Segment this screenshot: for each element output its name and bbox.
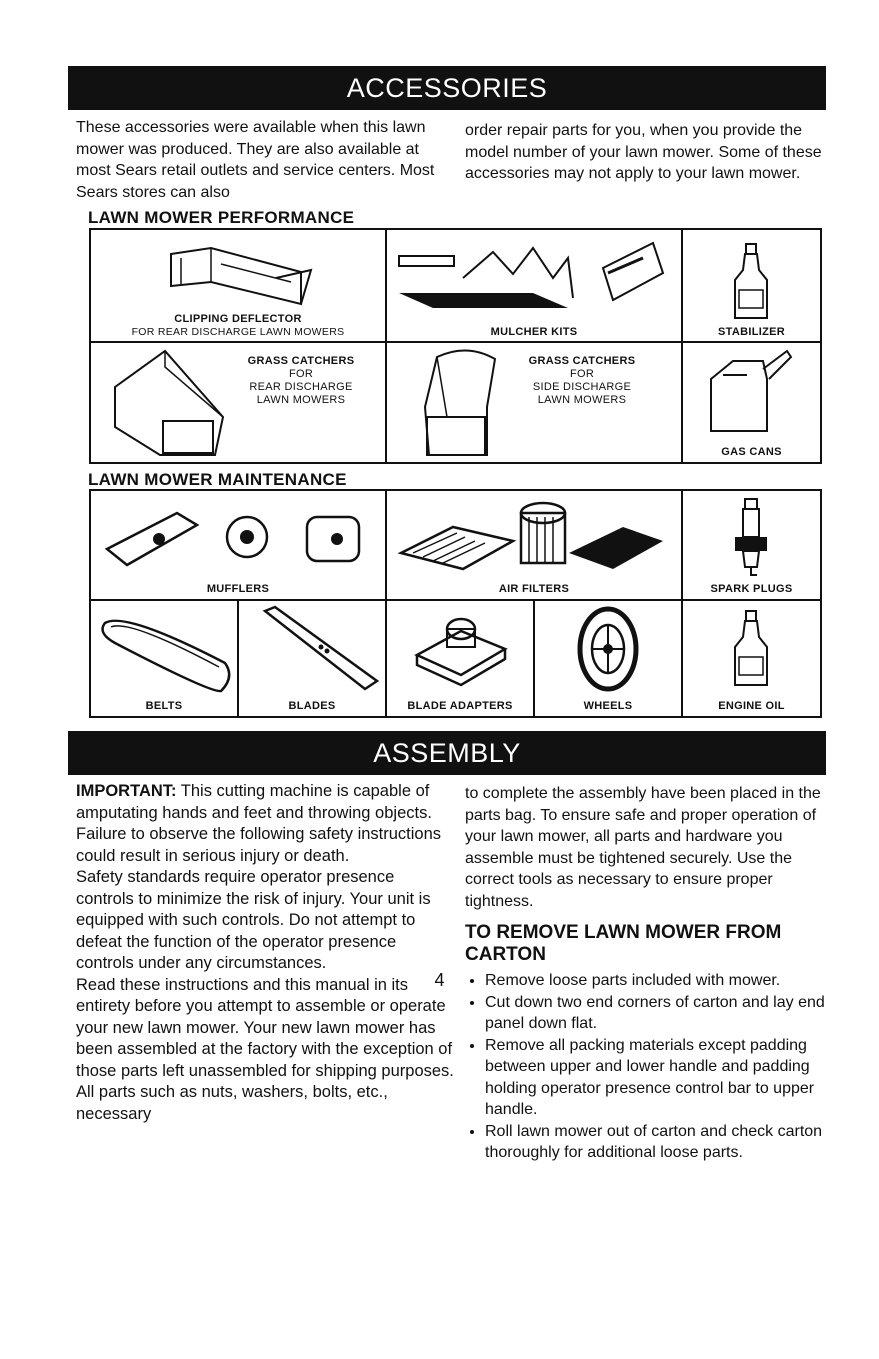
side-catchers-line2: FOR [569, 368, 595, 380]
side-grass-catcher-icon [417, 347, 507, 457]
remove-steps-list [465, 970, 835, 1164]
engine-oil-bottle-icon [731, 609, 771, 689]
mulcher-kits-caption: MULCHER KITS [490, 326, 578, 338]
belt-icon [95, 607, 235, 697]
rear-catchers-line4: LAWN MOWERS [256, 394, 346, 406]
spark-plugs-cell [683, 491, 820, 599]
safety-standards-paragraph: Safety standards require operator presence controls to minimize the risk of injury. Your unit is equipped with such controls. Do not attempt to defeat the function of the operator presence controls under any circumstances. [76, 868, 431, 972]
accessories-banner: ACCESSORIES [68, 66, 826, 110]
important-paragraph [76, 781, 454, 867]
belts-cell [91, 601, 237, 716]
page-number: 4 [434, 970, 445, 990]
rear-grass-catchers-cell [91, 343, 385, 462]
clipping-deflector-cell [91, 230, 385, 341]
engine-oil-caption: ENGINE OIL [718, 700, 785, 712]
clipping-deflector-caption-1: CLIPPING DEFLECTOR [174, 313, 302, 325]
list-item: • Cut down two end corners of carton and lay end panel down flat. [485, 992, 835, 1035]
spark-plug-icon [731, 497, 771, 579]
gas-can-icon [703, 349, 793, 439]
remove-from-carton-heading: TO REMOVE LAWN MOWER FROM CARTON [465, 922, 782, 965]
rear-catchers-line3: REAR DISCHARGE [249, 381, 353, 393]
blades-cell [239, 601, 385, 716]
blade-adapters-cell [387, 601, 533, 716]
assembly-continuation: to complete the assembly have been placed in the parts bag. To ensure safe and proper operation of your lawn mower, all parts and hardware you assemble must be tightened securely. Use the correct tools as necessary to ensure proper tightness. [465, 785, 821, 910]
belts-caption: BELTS [145, 700, 183, 712]
clipping-deflector-icon [161, 242, 321, 312]
blades-caption: BLADES [288, 700, 336, 712]
mufflers-caption: MUFFLERS [206, 583, 270, 595]
gas-cans-caption: GAS CANS [721, 446, 782, 458]
wheel-icon [573, 605, 643, 695]
list-item: • Remove loose parts included with mower. [485, 970, 835, 992]
mufflers-cell [91, 491, 385, 599]
rear-catchers-title: GRASS CATCHERS [247, 355, 355, 367]
read-instructions-paragraph: Read these instructions and this manual in its entirety before you attempt to assemble or operate your new lawn mower. Your new lawn mower has been assembled at the factory with the exception of those parts left unassembled for shipping purposes. All parts such as nuts, washers, bolts, etc., necessary [76, 975, 454, 1123]
side-catchers-line4: LAWN MOWERS [537, 394, 627, 406]
air-filters-icon [393, 497, 673, 577]
blade-icon [261, 605, 381, 695]
mufflers-icon [97, 499, 377, 579]
blade-adapter-icon [411, 609, 511, 689]
air-filters-cell [387, 491, 681, 599]
air-filters-caption: AIR FILTERS [498, 583, 570, 595]
list-item: • Remove all packing materials except padding between upper and lower handle and padding holding operator presence control bar to upper handle. [485, 1035, 835, 1121]
rear-catchers-line2: FOR [288, 368, 314, 380]
important-label: IMPORTANT: [76, 782, 177, 800]
wheels-caption: WHEELS [583, 700, 633, 712]
performance-label: LAWN MOWER PERFORMANCE [88, 208, 355, 227]
accessories-intro-left: These accessories were available when this lawn mower was produced. They are also available at most Sears retail outlets and service centers. Most Sears stores can also [76, 119, 435, 201]
mulcher-kit-icon [393, 238, 673, 323]
maintenance-grid [89, 489, 822, 718]
side-catchers-title: GRASS CATCHERS [528, 355, 636, 367]
assembly-banner: ASSEMBLY [68, 731, 826, 775]
gas-cans-cell [683, 343, 820, 462]
stabilizer-bottle-icon [731, 242, 771, 322]
list-item: • Roll lawn mower out of carton and check carton thoroughly for additional loose parts. [485, 1121, 835, 1164]
clipping-deflector-caption-2: FOR REAR DISCHARGE LAWN MOWERS [131, 326, 345, 338]
important-text: This cutting machine is capable of amputating hands and feet and throwing objects. Failure to observe the following safety instructions could result in serious injury or death. [76, 782, 442, 865]
stabilizer-caption: STABILIZER [718, 326, 785, 338]
side-catchers-line3: SIDE DISCHARGE [532, 381, 632, 393]
accessories-intro-right: order repair parts for you, when you provide the model number of your lawn mower. Some of these accessories may not apply to your lawn mower. [465, 122, 822, 182]
maintenance-label: LAWN MOWER MAINTENANCE [88, 470, 347, 489]
mulcher-kits-cell [387, 230, 681, 341]
engine-oil-cell [683, 601, 820, 716]
stabilizer-cell [683, 230, 820, 341]
assembly-left-column [76, 781, 454, 1125]
wheels-cell [535, 601, 681, 716]
side-grass-catchers-cell [387, 343, 681, 462]
spark-plugs-caption: SPARK PLUGS [710, 583, 793, 595]
rear-grass-catcher-icon [105, 347, 225, 457]
performance-grid [89, 228, 822, 464]
blade-adapters-caption: BLADE ADAPTERS [407, 700, 513, 712]
